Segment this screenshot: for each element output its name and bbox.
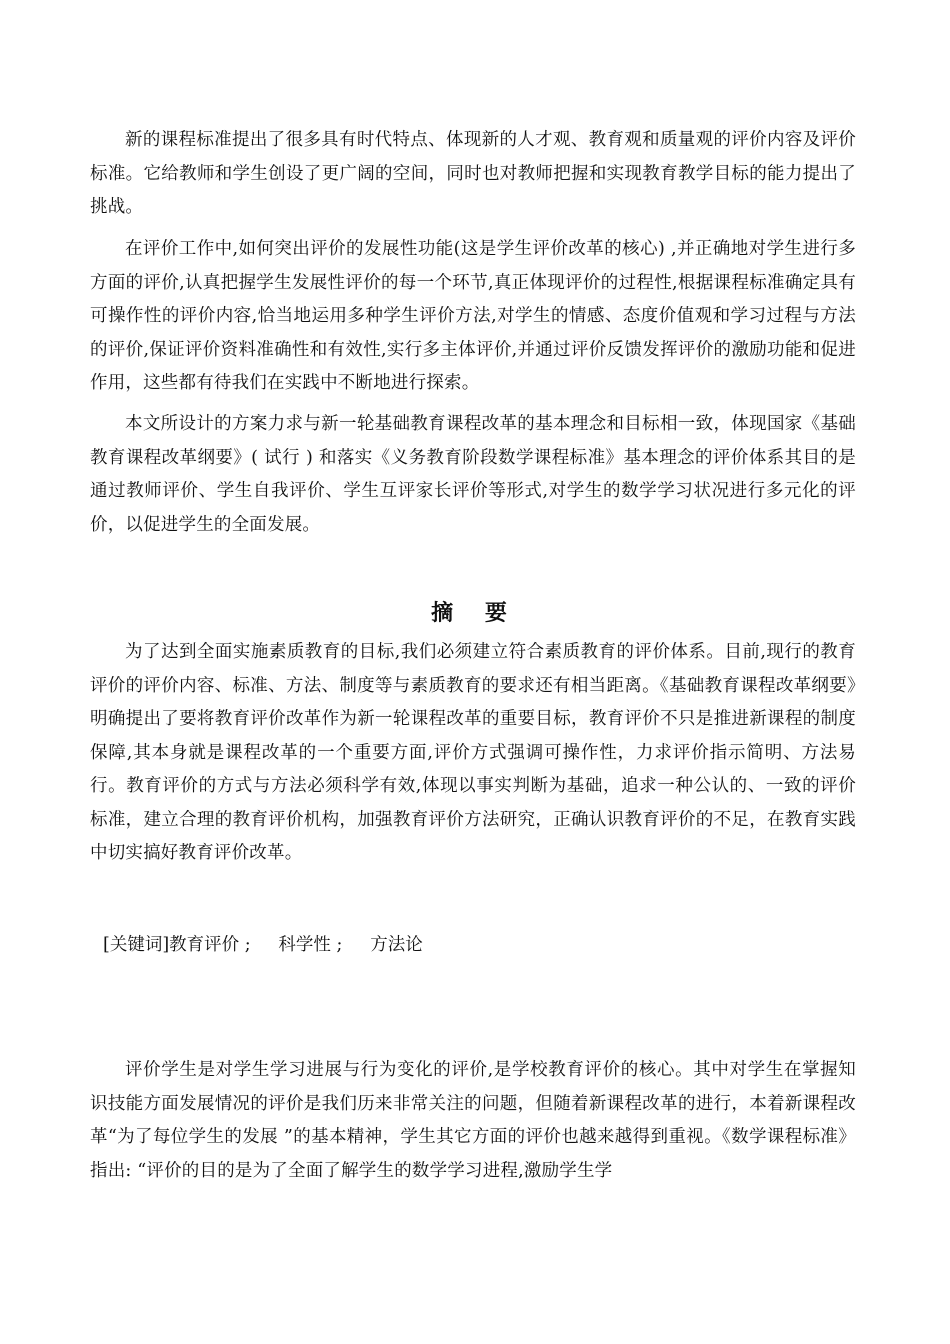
body-paragraph-1: 评价学生是对学生学习进展与行为变化的评价,是学校教育评价的核心。其中对学生在掌握知识技能方面发展情况的评价是我们历来非常关注的问题，但随着新课程改革的进行，本着新课程改革“为了每位学生的发展 ”的基本精神，学生其它方面的评价也越来越得到重视。《数学课程标准》指出: “评价的目的是为了全面了解学生的数学学习进程,激励学生学 bbox=[90, 1060, 856, 1181]
keywords-line: [关键词]教育评价 ; 科学性 ; 方法论 bbox=[103, 935, 423, 955]
intro-paragraph-1: 新的课程标准提出了很多具有时代特点、体现新的人才观、教育观和质量观的评价内容及评价标准。它给教师和学生创设了更广阔的空间，同时也对教师把握和实现教育教学目标的能力提出了挑战。 bbox=[90, 130, 856, 217]
abstract-heading: 摘 要 bbox=[431, 601, 519, 626]
abstract-body: 为了达到全面实施素质教育的目标,我们必须建立符合素质教育的评价体系。目前,现行的教育评价的评价内容、标准、方法、制度等与素质教育的要求还有相当距离。《基础教育课程改革纲要》明确提出了要将教育评价改革作为新一轮课程改革的重要目标，教育评价不只是推进新课程的制度保障,其本身就是课程改革的一个重要方面,评价方式强调可操作性，力求评价指示简明、方法易行。教育评价的方式与方法必须科学有效,体现以事实判断为基础，追求一种公认的、一致的评价标准，建立合理的教育评价机构，加强教育评价方法研究，正确认识教育评价的不足，在教育实践中切实搞好教育评价改革。 bbox=[90, 642, 856, 863]
intro-paragraph-2: 在评价工作中,如何突出评价的发展性功能(这是学生评价改革的核心) ,并正确地对学生进行多方面的评价,认真把握学生发展性评价的每一个环节,真正体现评价的过程性,根据课程标准确定具有可操作性的评价内容,恰当地运用多种学生评价方法,对学生的情感、态度价值观和学习过程与方法的评价,保证评价资料准确性和有效性,实行多主体评价,并通过评价反馈发挥评价的激励功能和促进作用，这些都有待我们在实践中不断地进行探索。 bbox=[90, 239, 856, 393]
intro-paragraph-3: 本文所设计的方案力求与新一轮基础教育课程改革的基本理念和目标相一致，体现国家《基础教育课程改革纲要》( 试行 ) 和落实《义务教育阶段数学课程标准》基本理念的评价体系其目的是通过教师评价、学生自我评价、学生互评家长评价等形式,对学生的数学学习状况进行多元化的评价，以促进学生的全面发展。 bbox=[90, 414, 856, 535]
